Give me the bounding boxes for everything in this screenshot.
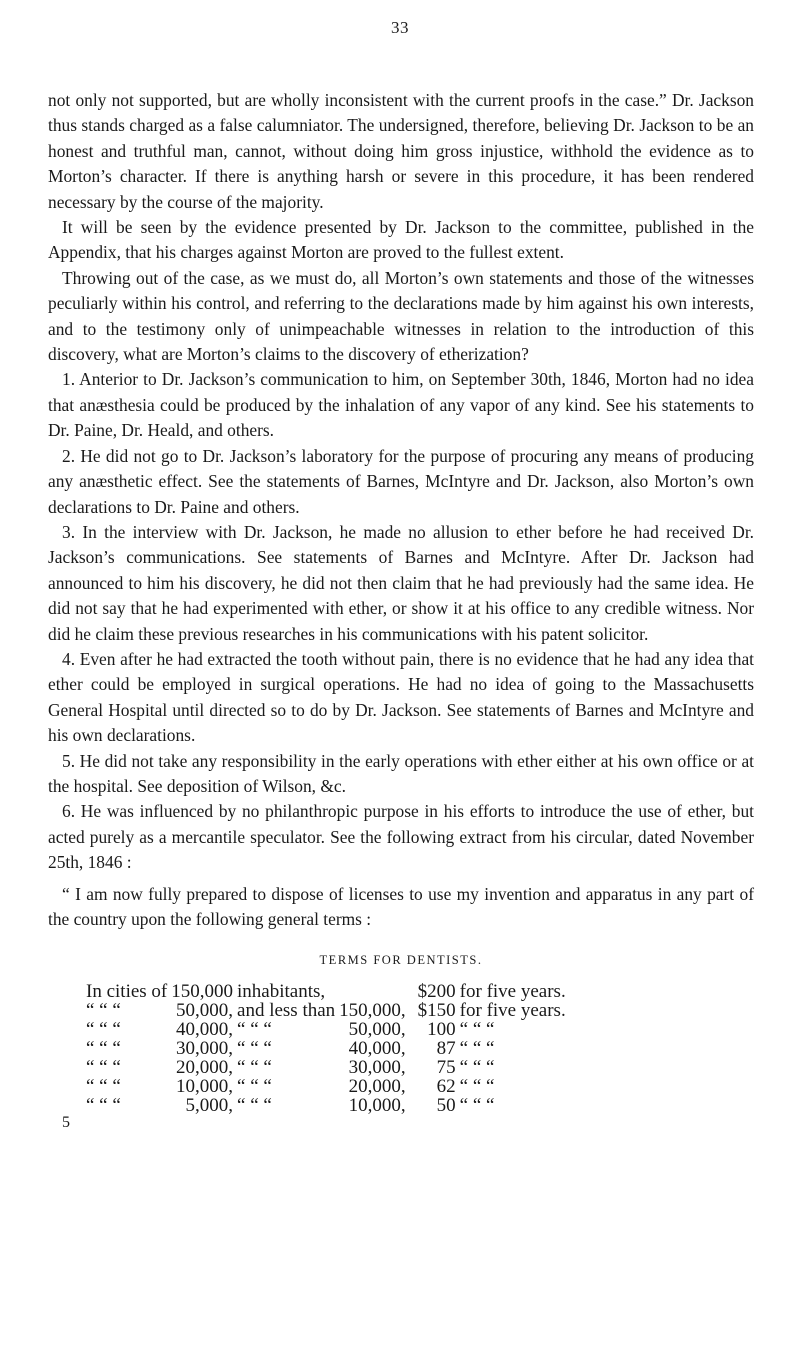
terms-city-label: “ “ “ (86, 999, 121, 1021)
terms-range-label: “ “ “ (237, 1018, 272, 1040)
terms-duration: for five years. (459, 980, 566, 1002)
terms-table (86, 982, 570, 1115)
terms-upper-population: 150,000, (339, 999, 406, 1021)
paragraph-point-6: 6. He was influenced by no philanthropic purpose in his efforts to introduce the use of ether, but acted purely as a mercantile speculator. See the following extract from his circular, dated November 25th, 1846 : (48, 801, 754, 873)
terms-range-label: “ “ “ (237, 1037, 272, 1059)
terms-price: 87 (436, 1037, 456, 1059)
terms-range-label: “ “ “ (237, 1056, 272, 1078)
terms-upper-population: 20,000, (348, 1075, 406, 1097)
terms-upper-population: 10,000, (348, 1094, 406, 1116)
terms-population: 40,000, (176, 1018, 234, 1040)
terms-population: 20,000, (176, 1056, 234, 1078)
terms-population: 5,000, (185, 1094, 234, 1116)
terms-row (86, 1020, 570, 1039)
terms-range-label: inhabitants, (237, 980, 326, 1002)
terms-duration: for five years. (459, 999, 566, 1021)
terms-price: 100 (427, 1018, 456, 1040)
terms-row (86, 1058, 570, 1077)
paragraph-point-1: 1. Anterior to Dr. Jackson’s communication to him, on September 30th, 1846, Morton had no idea that anæsthesia could be produced by the inhalation of any vapor of any kind. See his statements to Dr. Paine, Dr. Heald, and others. (48, 369, 754, 441)
terms-upper-population: 30,000, (348, 1056, 406, 1078)
terms-row (86, 1001, 570, 1020)
terms-price: $200 (417, 980, 456, 1002)
terms-range-label: and less than (237, 999, 336, 1021)
paragraph-point-4: 4. Even after he had extracted the tooth without pain, there is no evidence that he had any idea that ether could be employed in surgical operations. He had no idea of going to the Massachusetts General Hospital until directed so to do by Dr. Jackson. See statements of Barnes and McIntyre and his own declarations. (48, 648, 754, 746)
terms-row (86, 1039, 570, 1058)
terms-city-label: “ “ “ (86, 1094, 121, 1116)
terms-city-label: “ “ “ (86, 1037, 121, 1059)
signature-mark: 5 (62, 1113, 70, 1131)
paragraph-point-5: 5. He did not take any responsibility in the early operations with ether either at his own office or at the hospital. See deposition of Wilson, &c. (48, 750, 754, 796)
terms-city-label: In cities of (86, 980, 168, 1002)
page-body (48, 88, 754, 1131)
terms-heading: TERMS FOR DENTISTS. (319, 953, 483, 968)
terms-price: 75 (436, 1056, 456, 1078)
terms-city-label: “ “ “ (86, 1056, 121, 1078)
terms-duration: “ “ “ (459, 1056, 495, 1078)
terms-upper-population: 50,000, (348, 1018, 406, 1040)
terms-row (86, 1096, 570, 1115)
terms-population: 10,000, (176, 1075, 234, 1097)
terms-city-label: “ “ “ (86, 1075, 121, 1097)
terms-price: $150 (417, 999, 456, 1021)
terms-city-label: “ “ “ (86, 1018, 121, 1040)
paragraph-continuation: not only not supported, but are wholly inconsistent with the current proofs in the case.” Dr. Jackson thus stands charged as a false calumniator. The undersigned, therefore, believing Dr. Jackson to be an honest and truthful man, cannot, without doing him gross injustice, withhold the evidence as to Morton’s character. If there is anything harsh or severe in this procedure, it has been rendered necessary by the course of the majority. (48, 90, 754, 212)
paragraph-claims-question: Throwing out of the case, as we must do, all Morton’s own statements and those of the witnesses peculiarly within his control, and referring to the declarations made by him against his own interests, and to the testimony only of unimpeachable witnesses in relation to the introduction of this discovery, what are Morton’s claims to the discovery of etherization? (48, 267, 754, 365)
paragraph-point-3: 3. In the interview with Dr. Jackson, he made no allusion to ether before he had received Dr. Jackson’s communications. See statements of Barnes and McIntyre. After Dr. Jackson had announced to him his discovery, he did not then claim that he had previously had the same idea. He did not say that he had experimented with ether, or show it at his office to any credible witness. Nor did he claim these previous researches in his communications with his patent solicitor. (48, 521, 754, 644)
terms-range-label: “ “ “ (237, 1075, 272, 1097)
paragraph-appendix: It will be seen by the evidence presented by Dr. Jackson to the committee, published in the Appendix, that his charges against Morton are proved to the fullest extent. (48, 217, 754, 263)
terms-upper-population (339, 982, 410, 1001)
terms-duration: “ “ “ (459, 1075, 495, 1097)
terms-duration: “ “ “ (459, 1037, 495, 1059)
paragraph-point-2: 2. He did not go to Dr. Jackson’s laboratory for the purpose of procuring any means of producing any anæsthetic effect. See the statements of Barnes, McIntyre and Dr. Jackson, also Morton’s own declarations to Dr. Paine and others. (48, 445, 754, 517)
terms-price: 50 (436, 1094, 456, 1116)
terms-row (86, 982, 570, 1001)
circular-quote: “ I am now fully prepared to dispose of licenses to use my invention and apparatus in any part of the country upon the following general terms : (48, 883, 754, 929)
terms-duration: “ “ “ (459, 1018, 495, 1040)
terms-range-label: “ “ “ (237, 1094, 272, 1116)
terms-population: 30,000, (176, 1037, 234, 1059)
terms-duration: “ “ “ (459, 1094, 495, 1116)
terms-price: 62 (436, 1075, 456, 1097)
page-number: 33 (391, 18, 409, 37)
terms-population: 150,000 (171, 980, 234, 1002)
terms-population: 50,000, (176, 999, 234, 1021)
terms-row (86, 1077, 570, 1096)
terms-upper-population: 40,000, (348, 1037, 406, 1059)
